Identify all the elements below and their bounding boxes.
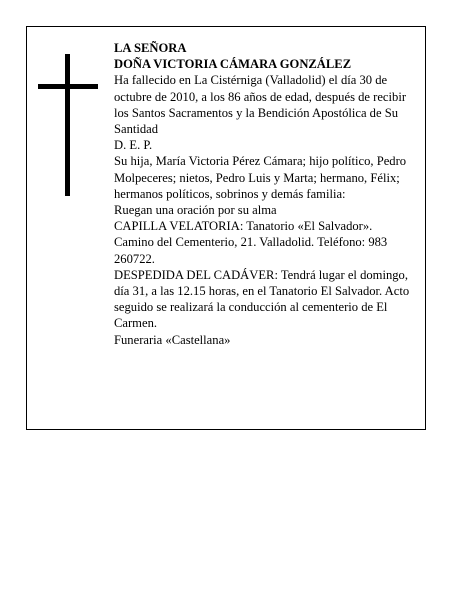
farewell-info: DESPEDIDA DEL CADÁVER: Tendrá lugar el domingo, día 31, a las 12.15 horas, en el Tanatorio El Salvador. Acto seguido se realizará la conducción al cementerio de El Carmen. — [114, 267, 410, 331]
obituary-text — [114, 40, 414, 348]
cross-vertical-bar — [65, 54, 70, 196]
family-list: Su hija, María Victoria Pérez Cámara; hijo político, Pedro Molpeceres; nietos, Pedro Luis y Marta; hermano, Félix; hermanos políticos, sobrinos y demás familia: — [114, 154, 407, 201]
death-announcement: Ha fallecido en La Cistérniga (Valladolid) el día 30 de octubre de 2010, a los 86 años de edad, después de recibir los Santos Sacramentos y la Bendición Apostólica de Su Santidad — [114, 73, 407, 137]
deceased-name: DOÑA VICTORIA CÁMARA GONZÁLEZ — [114, 57, 352, 72]
latin-cross-icon — [38, 54, 98, 196]
cross-horizontal-bar — [38, 84, 98, 89]
obituary-title: LA SEÑORA — [114, 41, 187, 55]
rip-line: D. E. P. — [114, 138, 153, 153]
chapel-info: CAPILLA VELATORIA: Tanatorio «El Salvador». Camino del Cementerio, 21. Valladolid. Teléfono: 983 260722. — [114, 219, 388, 266]
funeral-home: Funeraria «Castellana» — [114, 332, 231, 347]
prayer-request: Ruegan una oración por su alma — [114, 203, 277, 218]
